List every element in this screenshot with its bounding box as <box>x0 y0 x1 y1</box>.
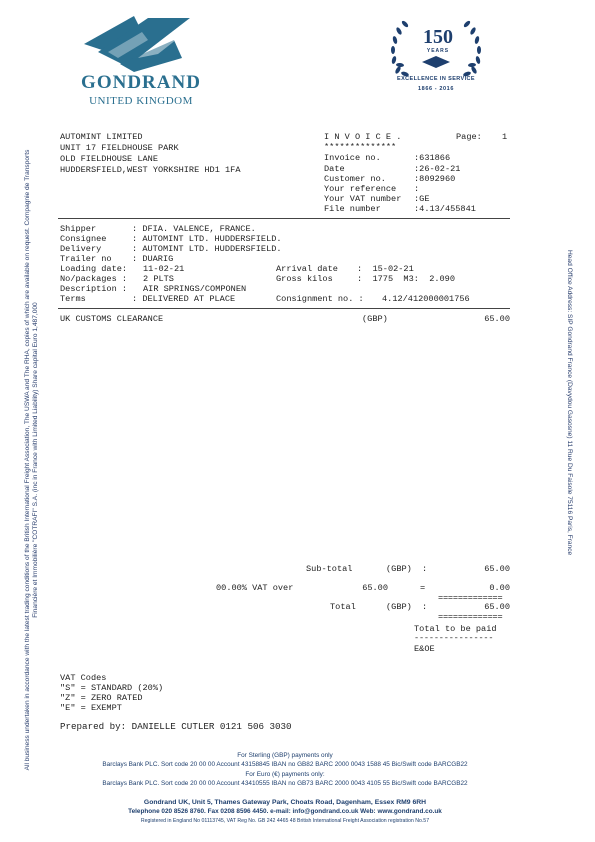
consignee-value: : AUTOMINT LTD. HUDDERSFIELD. <box>132 234 282 244</box>
total-colon: : <box>422 602 428 612</box>
subtotal-colon: : <box>422 564 428 574</box>
address-line-2: UNIT 17 FIELDHOUSE PARK <box>60 143 179 153</box>
footer-euro-title: For Euro (€) payments only: <box>245 771 325 778</box>
customer-no-label: Customer no. <box>324 174 386 184</box>
charge-currency: (GBP) <box>362 314 388 324</box>
file-number-label: File number <box>324 204 381 214</box>
subtotal-currency: (GBP) <box>386 564 412 574</box>
terms-label: Terms <box>60 294 86 304</box>
footer-registered: Registered in England No 01113745, VAT Reg No. GB 242 4465 48 British International Freight Association registration No.57 <box>140 818 430 824</box>
description-value: AIR SPRINGS/COMPONEN <box>143 284 247 294</box>
consignment-label: Consignment no. : <box>276 294 364 304</box>
brand-name: GONDRAND <box>81 72 201 93</box>
description-label: Description : <box>60 284 128 294</box>
date-value: :26-02-21 <box>414 164 461 174</box>
packages-label: No/packages : <box>60 274 128 284</box>
gross-kilos-value: : 1775 M3: 2.090 <box>357 274 455 284</box>
side-terms-text: All business undertaken in accordance with the latest trading conditions of the British International Freight Association, The USWA and The RHA, copies of which are available on request. Compagnie de Transports Financière et Immobilière "COTRAFI" S.A. (inc in France with Limited Liability) Share capital Euro 1,487,000 <box>24 149 39 771</box>
invoice-title: I N V O I C E . <box>324 132 402 142</box>
footer-euro-bank: Barclays Bank PLC. Sort code 20 00 00 Account 43410555 IBAN no GB73 BARC 2000 0043 4105 55 Bic/Swift code BARCGB22 <box>102 780 468 787</box>
vat-code-exempt: "E" = EXEMPT <box>60 703 122 713</box>
dash-line: ---------------- <box>414 633 494 643</box>
total-label: Total <box>330 602 356 612</box>
invoice-stars: ************** <box>324 142 397 152</box>
trailer-value: : DUARIG <box>132 254 174 264</box>
arrival-date-value: : 15-02-21 <box>357 264 414 274</box>
vat-number-label: Your VAT number <box>324 194 402 204</box>
gross-kilos-label: Gross kilos <box>276 274 333 284</box>
total-value: 65.00 <box>484 602 510 612</box>
footer-sterling-title: For Sterling (GBP) payments only <box>237 752 333 759</box>
page-label: Page: <box>456 132 482 142</box>
page-value: 1 <box>502 132 508 142</box>
invoice-no-label: Invoice no. <box>324 153 381 163</box>
charge-description: UK CUSTOMS CLEARANCE <box>60 314 164 324</box>
badge-caption: EXCELLENCE IN SERVICE <box>397 76 475 82</box>
arrival-date-label: Arrival date <box>276 264 338 274</box>
equals-line-2: ============= <box>438 612 503 622</box>
vat-code-zero: "Z" = ZERO RATED <box>60 693 143 703</box>
packages-value: 2 PLTS <box>143 274 174 284</box>
divider-2 <box>58 308 510 309</box>
badge-years: YEARS <box>426 48 450 54</box>
consignment-value: 4.12/412000001756 <box>382 294 470 304</box>
divider-1 <box>58 218 510 219</box>
total-currency: (GBP) <box>386 602 412 612</box>
delivery-value: : AUTOMINT LTD. HUDDERSFIELD. <box>132 244 282 254</box>
vat-value: 0.00 <box>489 583 510 593</box>
shipper-label: Shipper <box>60 224 97 234</box>
vat-number-value: :GE <box>414 194 430 204</box>
customer-no-value: :8092960 <box>414 174 456 184</box>
file-number-value: :4.13/455841 <box>414 204 476 214</box>
footer-address: Gondrand UK, Unit 5, Thames Gateway Park, Choats Road, Dagenham, Essex RM9 6RH <box>143 799 427 806</box>
vat-base: 65.00 <box>362 583 388 593</box>
prepared-by: Prepared by: DANIELLE CUTLER 0121 506 3030 <box>60 721 292 732</box>
your-reference-label: Your reference <box>324 184 397 194</box>
eoe-text: E&OE <box>414 644 435 654</box>
subtotal-value: 65.00 <box>484 564 510 574</box>
vat-equals: = <box>420 583 426 593</box>
footer-contact: Telephone 020 8526 8760. Fax 0208 8596 4450. e-mail: info@gondrand.co.uk Web: www.gondrand.co.uk <box>128 808 442 815</box>
address-line-1: AUTOMINT LIMITED <box>60 132 143 142</box>
loading-date-label: Loading date: <box>60 264 128 274</box>
consignee-label: Consignee <box>60 234 107 244</box>
badge-number: 150 <box>423 26 453 48</box>
address-line-4: HUDDERSFIELD,WEST YORKSHIRE HD1 1FA <box>60 165 241 175</box>
date-label: Date <box>324 164 345 174</box>
total-to-be-paid-label: Total to be paid <box>414 624 497 634</box>
vat-codes-title: VAT Codes <box>60 673 107 683</box>
invoice-no-value: :631866 <box>414 153 451 163</box>
address-line-3: OLD FIELDHOUSE LANE <box>60 154 158 164</box>
brand-subtitle: UNITED KINGDOM <box>89 95 193 107</box>
badge-range: 1866 - 2016 <box>418 86 454 92</box>
gondrand-logo-icon <box>78 14 194 74</box>
vat-label: 00.00% VAT over <box>216 583 294 593</box>
loading-date-value: 11-02-21 <box>143 264 185 274</box>
equals-line-1: ============= <box>438 593 503 603</box>
shipper-value: : DFIA. VALENCE, FRANCE. <box>132 224 256 234</box>
vat-code-standard: "S" = STANDARD (20%) <box>60 683 164 693</box>
charge-amount: 65.00 <box>484 314 510 324</box>
footer-sterling-bank: Barclays Bank PLC. Sort code 20 00 00 Account 43158845 IBAN no GB82 BARC 2000 0043 1588 45 Bic/Swift code BARCGB22 <box>102 761 468 768</box>
trailer-label: Trailer no <box>60 254 112 264</box>
your-reference-value: : <box>414 184 420 194</box>
subtotal-label: Sub-total <box>306 564 353 574</box>
terms-value: : DELIVERED AT PLACE <box>132 294 236 304</box>
side-head-office-text: Head Office Address: SIP Gondrand France (Davydou Gasosne) 11 Rue Du Faisole 75116 Paris, France <box>566 250 573 556</box>
delivery-label: Delivery <box>60 244 102 254</box>
